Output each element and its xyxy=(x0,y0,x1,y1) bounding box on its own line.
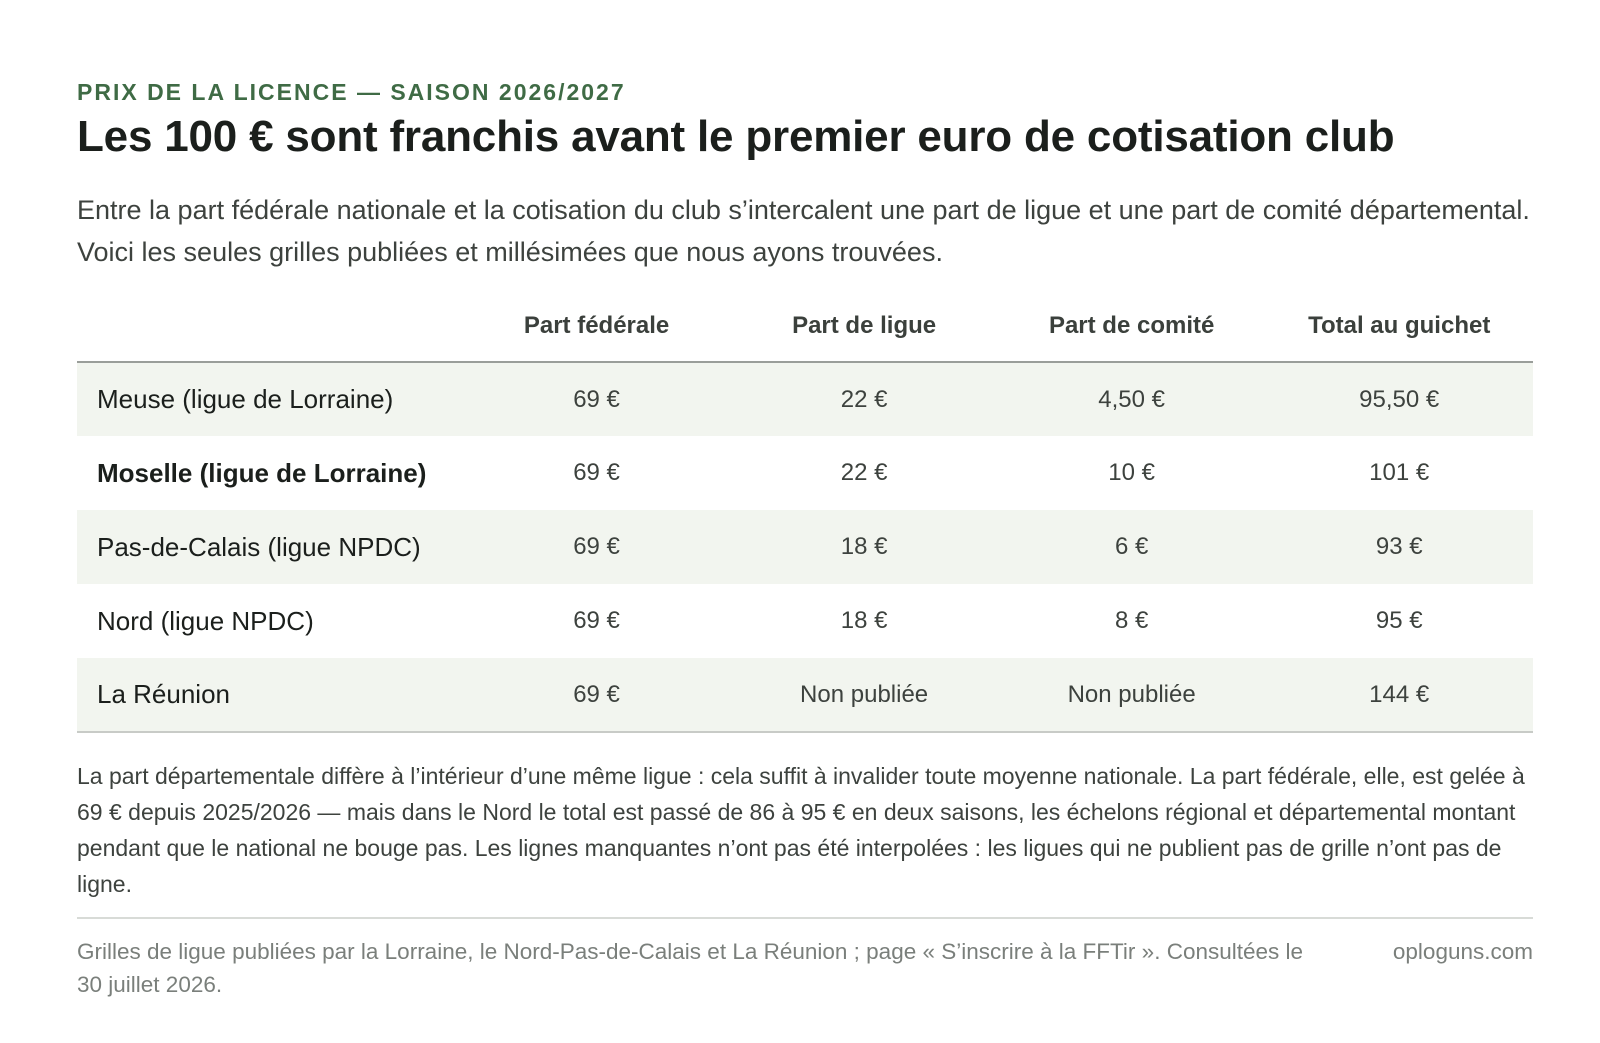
source-note: Grilles de ligue publiées par la Lorraine, le Nord-Pas-de-Calais et La Réunion ; page « S’inscrire à la FFTir ». Consultées le 30 juillet 2026. xyxy=(77,939,1304,997)
cell-ligue: Non publiée xyxy=(730,658,998,732)
price-table xyxy=(77,290,1533,733)
cell-comite: 4,50 € xyxy=(998,362,1266,436)
cell-federale: 69 € xyxy=(573,459,620,486)
cell-total: 93 € xyxy=(1265,510,1533,584)
cell-federale: 69 € xyxy=(463,362,731,436)
cell-total: 95,50 € xyxy=(1265,362,1533,436)
row-name: Moselle (ligue de Lorraine) xyxy=(97,457,427,488)
row-name: Pas-de-Calais (ligue NPDC) xyxy=(77,510,463,584)
cell-federale: 69 € xyxy=(463,510,731,584)
table-header-row xyxy=(77,290,1533,362)
column-header-total: Total au guichet xyxy=(1265,290,1533,362)
cell-total: 95 € xyxy=(1375,607,1423,634)
cell-total: 144 € xyxy=(1265,658,1533,732)
cell-comite: 8 € xyxy=(1114,607,1149,634)
cell-ligue: 18 € xyxy=(730,510,998,584)
row-name: Meuse (ligue de Lorraine) xyxy=(77,362,463,436)
table-row xyxy=(77,658,1533,732)
lede: Entre la part fédérale nationale et la cotisation du club s’intercalent une part de ligue et une part de comité départemental. Voici les seules grilles publiées et millésimées que nous ayons trouvées. xyxy=(77,195,1530,267)
column-header-comite: Part de comité xyxy=(998,290,1266,362)
column-header-ligue: Part de ligue xyxy=(730,290,998,362)
kicker: PRIX DE LA LICENCE — SAISON 2026/2027 xyxy=(77,79,626,105)
page-title: Les 100 € sont franchis avant le premier euro de cotisation club xyxy=(77,112,1395,161)
footer-divider xyxy=(77,917,1533,919)
table-row xyxy=(77,584,1533,658)
table-row xyxy=(77,436,1533,510)
table-row xyxy=(77,362,1533,436)
cell-total: 101 € xyxy=(1369,459,1430,486)
row-name: Nord (ligue NPDC) xyxy=(97,605,314,636)
column-header-region xyxy=(77,290,463,362)
cell-ligue: 22 € xyxy=(840,459,888,486)
row-name: La Réunion xyxy=(77,658,463,732)
cell-federale: 69 € xyxy=(463,658,731,732)
cell-ligue: 22 € xyxy=(730,362,998,436)
cell-comite: 6 € xyxy=(998,510,1266,584)
cell-ligue: 18 € xyxy=(840,607,888,634)
cell-federale: 69 € xyxy=(573,607,620,634)
cell-comite: 10 € xyxy=(1108,459,1155,486)
table-row xyxy=(77,510,1533,584)
column-header-federale: Part fédérale xyxy=(463,290,731,362)
site-name: oploguns.com xyxy=(1392,939,1533,964)
analysis-note: La part départementale diffère à l’intérieur d’une même ligue : cela suffit à invalider toute moyenne nationale. La part fédérale, elle, est gelée à 69 € depuis 2025/2026 — mais dans le Nord le total est passé de 86 à 95 € en deux saisons, les échelons régional et départemental montant pendant que le national ne bouge pas. Les lignes manquantes n’ont pas été interpolées : les ligues qui ne publient pas de grille n’ont pas de ligne. xyxy=(77,763,1525,897)
cell-comite: Non publiée xyxy=(998,658,1266,732)
